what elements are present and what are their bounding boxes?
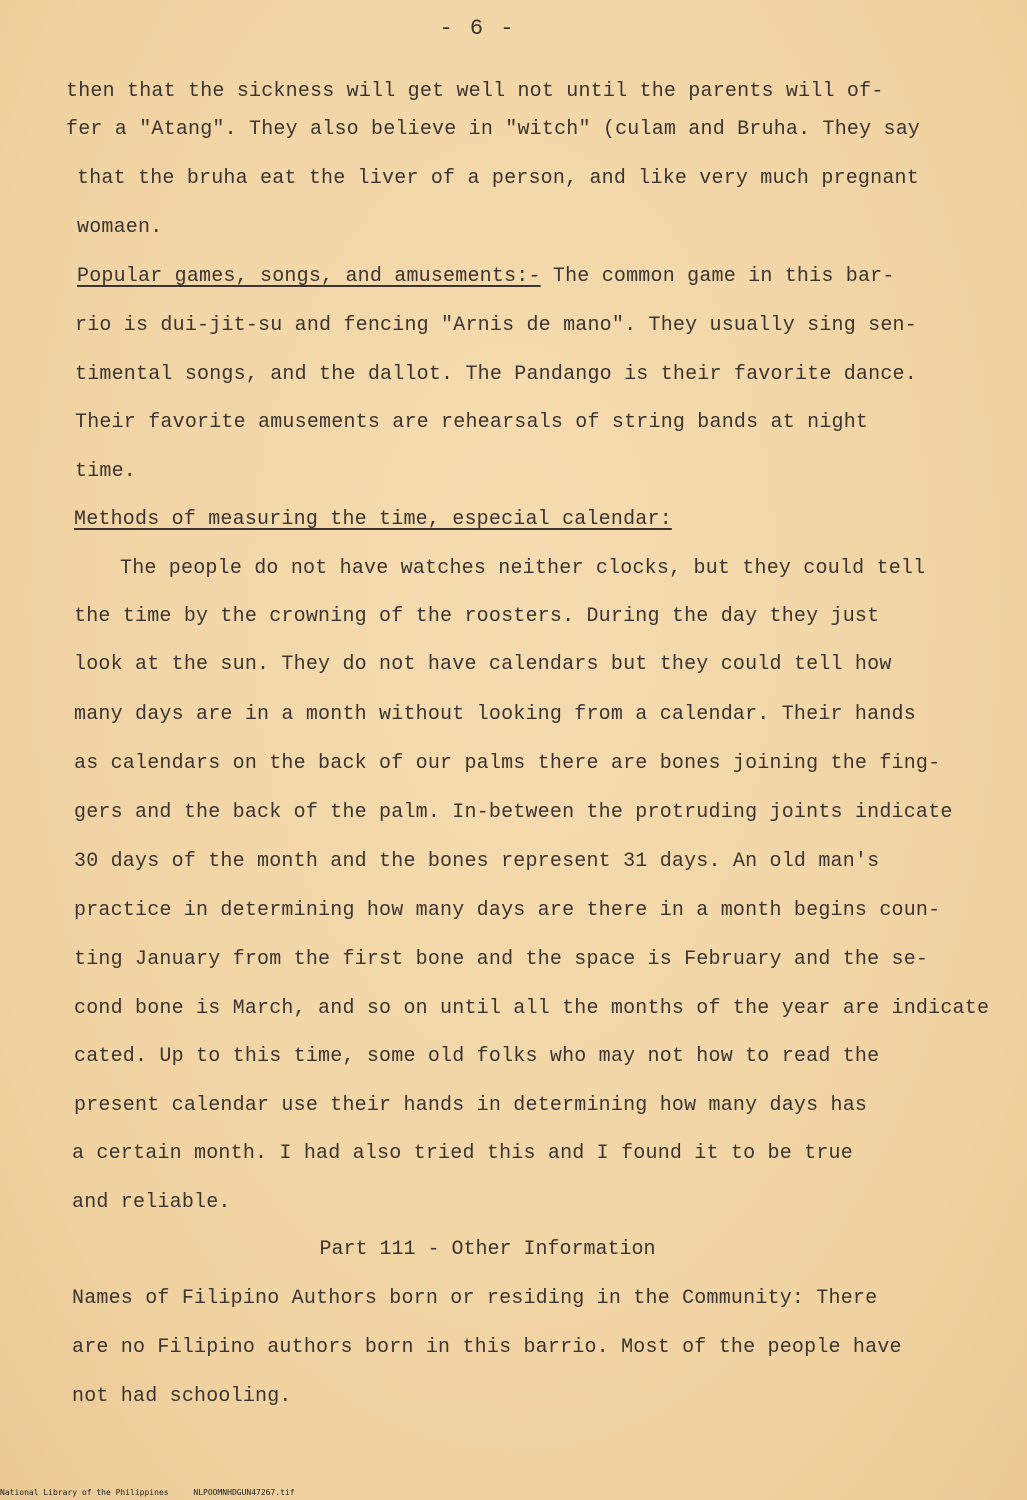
text-line: not had schooling. bbox=[72, 1385, 292, 1408]
footer-file: NLPOOMNHDGUN47267.tif bbox=[193, 1488, 295, 1497]
text-line: cated. Up to this time, some old folks who may not how to read the bbox=[74, 1045, 880, 1068]
text-line: many days are in a month without looking from a calendar. Their hands bbox=[74, 703, 916, 726]
games-heading-rest: The common game in this bar- bbox=[540, 265, 895, 288]
text-line: practice in determining how many days are there in a month begins coun- bbox=[74, 899, 941, 922]
text-line: Their favorite amusements are rehearsals of string bands at night bbox=[75, 411, 869, 434]
text-line: then that the sickness will get well not until the parents will of- bbox=[66, 80, 884, 103]
text-line: The people do not have watches neither clocks, but they could tell bbox=[120, 557, 926, 580]
part-heading: Part 111 - Other Information bbox=[319, 1238, 656, 1261]
games-heading: Popular games, songs, and amusements:- bbox=[77, 265, 541, 288]
text-line: Names of Filipino Authors born or residing in the Community: There bbox=[72, 1287, 878, 1310]
text-line: fer a "Atang". They also believe in "witch" (culam and Bruha. They say bbox=[66, 118, 921, 141]
text-line: a certain month. I had also tried this and I found it to be true bbox=[72, 1142, 853, 1165]
text-line: cond bone is March, and so on until all the months of the year are indicate bbox=[74, 997, 990, 1020]
games-line-1 bbox=[77, 265, 895, 288]
text-line: timental songs, and the dallot. The Pandango is their favorite dance. bbox=[75, 363, 917, 386]
text-line: present calendar use their hands in determining how many days has bbox=[74, 1094, 868, 1117]
text-line: gers and the back of the palm. In-between the protruding joints indicate bbox=[74, 801, 953, 824]
text-line: and reliable. bbox=[72, 1191, 231, 1214]
scan-footer bbox=[0, 1488, 315, 1497]
footer-library: National Library of the Philippines bbox=[0, 1488, 169, 1497]
text-line: womaen. bbox=[77, 216, 163, 239]
methods-heading: Methods of measuring the time, especial calendar: bbox=[74, 508, 672, 531]
text-line: that the bruha eat the liver of a person, and like very much pregnant bbox=[77, 167, 919, 190]
text-line: time. bbox=[75, 460, 137, 483]
text-line: look at the sun. They do not have calendars but they could tell how bbox=[74, 653, 892, 676]
page-number: - 6 - bbox=[439, 16, 516, 41]
text-line: the time by the crowning of the roosters. During the day they just bbox=[74, 605, 880, 628]
text-line: ting January from the first bone and the space is February and the se- bbox=[74, 948, 929, 971]
text-line: are no Filipino authors born in this barrio. Most of the people have bbox=[72, 1336, 902, 1359]
text-line: as calendars on the back of our palms there are bones joining the fing- bbox=[74, 752, 941, 775]
text-line: rio is dui-jit-su and fencing "Arnis de mano". They usually sing sen- bbox=[75, 314, 917, 337]
text-line: 30 days of the month and the bones represent 31 days. An old man's bbox=[74, 850, 880, 873]
